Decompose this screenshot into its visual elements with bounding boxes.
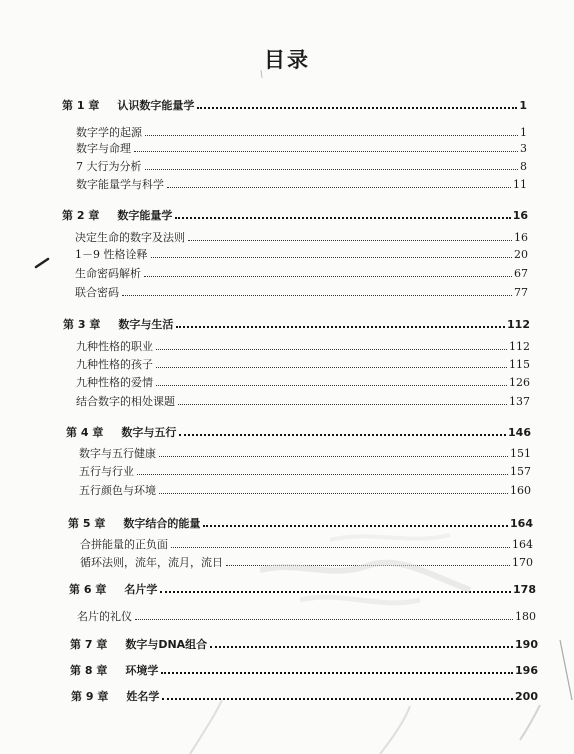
dot-leader [145,135,518,136]
dot-leader [159,456,508,457]
dot-leader [151,257,513,258]
chapter-name: 认识数字能量学 [117,99,195,112]
toc-section-row [79,482,531,498]
dot-leader [188,240,512,241]
chapter-name: 名片学 [124,583,158,596]
chapter-title [71,688,159,704]
dot-leader [156,385,507,386]
page-number: 196 [515,664,538,677]
page-number: 77 [514,286,528,299]
dot-leader [145,169,519,170]
page-title: 目录 [264,48,310,72]
toc-section-row [76,124,527,140]
section-title: 五行与行业 [79,465,134,478]
toc-section-row [76,356,530,372]
page-number: 16 [512,209,528,222]
page-number: 164 [510,517,533,530]
page-number: 146 [508,426,531,439]
dot-leader [159,493,508,494]
section-title: 数字学的起源 [76,126,142,139]
dot-leader [135,619,513,620]
chapter-name: 数字结合的能量 [123,517,201,530]
dot-leader [210,646,513,648]
dot-leader [171,547,510,548]
toc-section-row [76,374,530,390]
chapter-title [66,424,176,440]
toc-chapter-row [62,97,527,113]
dot-leader [176,326,505,328]
section-title: 合拼能量的正负面 [80,538,168,551]
chapter-title [70,636,207,652]
page-number: 20 [514,248,528,261]
page-number: 112 [507,318,530,331]
toc-chapter-row [63,316,530,332]
chapter-number: 第 9 章 [71,690,109,703]
dot-leader [203,525,508,527]
toc-section-row [76,338,530,354]
page-number: 157 [510,465,531,478]
dot-leader [134,151,518,152]
section-title: 名片的礼仪 [77,610,132,623]
chapter-number: 第 2 章 [62,209,100,222]
page-number: 137 [509,395,530,408]
toc-chapter-row [70,636,538,652]
page-number: 67 [514,267,528,280]
page-number: 16 [514,231,528,244]
chapter-number: 第 5 章 [68,517,106,530]
chapter-title [70,662,158,678]
toc-chapter-row [62,207,528,223]
page-number: 178 [513,583,536,596]
toc-chapter-row [68,515,533,531]
chapter-number: 第 7 章 [70,638,108,651]
page-number: 200 [515,690,538,703]
chapter-number: 第 8 章 [70,664,108,677]
chapter-title [62,207,172,223]
toc-chapter-row [70,662,538,678]
page-number: 190 [515,638,538,651]
toc-section-row [75,246,528,262]
section-title: 7 大行为分析 [76,160,142,173]
toc-section-row [75,229,528,245]
dot-leader [162,698,513,700]
chapter-number: 第 4 章 [66,426,104,439]
page-number: 115 [509,358,530,371]
chapter-name: 数字与生活 [118,318,174,331]
section-title: 联合密码 [75,286,119,299]
dot-leader [156,349,507,350]
chapter-title [63,316,173,332]
page-number: 180 [515,610,536,623]
page-number: 8 [520,160,527,173]
chapter-number: 第 1 章 [62,99,100,112]
dot-leader [156,367,507,368]
section-title: 数字能量学与科学 [76,178,164,191]
toc-chapter-row [66,424,531,440]
toc-section-row [75,265,528,281]
dot-leader [178,404,507,405]
dot-leader [175,217,510,219]
toc-chapter-row [71,688,538,704]
section-title: 1－9 性格诠释 [75,248,148,261]
section-title: 数字与五行健康 [79,447,156,460]
toc-section-row [76,176,527,192]
dot-leader [179,434,506,436]
section-title: 五行颜色与环境 [79,484,156,497]
section-title: 决定生命的数字及法则 [75,231,185,244]
section-title: 九种性格的爱情 [76,376,153,389]
dot-leader [197,107,517,109]
toc-section-row [75,284,528,300]
chapter-name: 环境学 [125,664,159,677]
chapter-name: 数字与五行 [121,426,177,439]
page-number: 1 [519,99,527,112]
section-title: 九种性格的孩子 [76,358,153,371]
toc-section-row [80,554,533,570]
dot-leader [160,591,511,593]
page-number: 112 [509,340,530,353]
toc-chapter-row [69,581,536,597]
page-number: 1 [520,126,527,139]
section-title: 结合数字的相处课题 [76,395,175,408]
chapter-number: 第 6 章 [69,583,107,596]
section-title: 数字与命理 [76,142,131,155]
page-number: 3 [520,142,527,155]
page-number: 160 [510,484,531,497]
dot-leader [167,187,511,188]
chapter-number: 第 3 章 [63,318,101,331]
page-number: 11 [513,178,527,191]
page-number: 151 [510,447,531,460]
dot-leader [226,565,510,566]
toc-section-row [76,393,530,409]
dot-leader [122,295,512,296]
toc-section-row [76,140,527,156]
toc-section-row [80,536,533,552]
chapter-name: 数字能量学 [117,209,173,222]
dot-leader [137,474,508,475]
page-number: 164 [512,538,533,551]
dot-leader [161,672,513,674]
chapter-name: 姓名学 [126,690,160,703]
page-number: 170 [512,556,533,569]
toc-section-row [77,608,536,624]
page-number: 126 [509,376,530,389]
dot-leader [144,276,512,277]
toc-section-row [79,463,531,479]
toc-section-row [76,158,527,174]
chapter-title [68,515,200,531]
section-title: 九种性格的职业 [76,340,153,353]
chapter-name: 数字与DNA组合 [125,638,208,651]
toc-section-row [79,445,531,461]
chapter-title [69,581,157,597]
chapter-title [62,97,194,113]
section-title: 循环法则，流年，流月，流日 [80,556,223,569]
section-title: 生命密码解析 [75,267,141,280]
